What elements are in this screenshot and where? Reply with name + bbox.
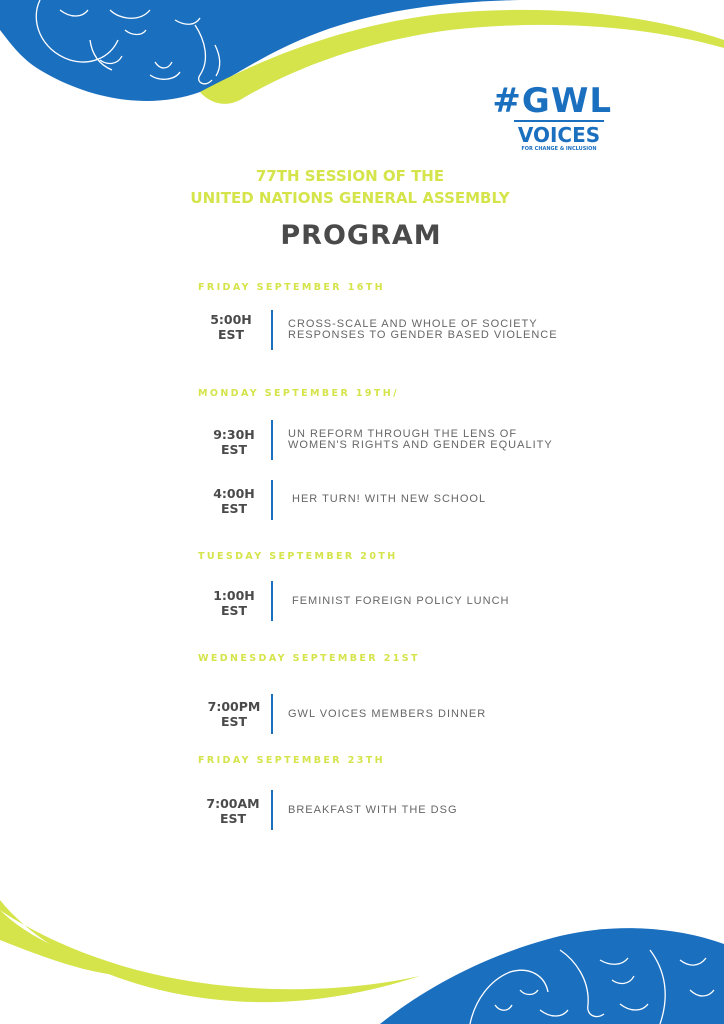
day-heading: TUESDAY SEPTEMBER 20TH: [198, 551, 398, 562]
event-title: CROSS-SCALE AND WHOLE OF SOCIETY RESPONSES TO GENDER BASED VIOLENCE: [288, 318, 558, 341]
day-heading: FRIDAY SEPTEMBER 23TH: [198, 755, 385, 766]
session-title-line1: 77TH SESSION OF THE: [255, 167, 445, 185]
logo-voices: VOICES: [514, 120, 604, 146]
event-title: GWL VOICES MEMBERS DINNER: [288, 708, 487, 720]
program-heading: PROGRAM: [280, 220, 442, 251]
event-divider: [271, 480, 273, 520]
logo-hashtag: #GWL: [492, 81, 612, 121]
event-time: 5:00H EST: [210, 312, 252, 342]
logo-tagline: FOR CHANGE & INCLUSION: [521, 146, 597, 152]
event-time: 7:00AM EST: [206, 796, 260, 826]
event-title: FEMINIST FOREIGN POLICY LUNCH: [292, 595, 510, 607]
day-heading: FRIDAY SEPTEMBER 16TH: [198, 282, 385, 293]
event-time: 7:00PM EST: [207, 699, 261, 729]
day-heading: WEDNESDAY SEPTEMBER 21ST: [198, 653, 420, 664]
event-divider: [271, 581, 273, 621]
day-heading: MONDAY SEPTEMBER 19TH/: [198, 388, 399, 399]
event-time: 9:30H EST: [213, 427, 255, 457]
event-divider: [271, 790, 273, 830]
top-wave-decoration: [0, 0, 724, 140]
bottom-wave-decoration: [0, 880, 724, 1024]
event-title: HER TURN! WITH NEW SCHOOL: [292, 493, 487, 505]
event-divider: [271, 420, 273, 460]
session-title-line2: UNITED NATIONS GENERAL ASSEMBLY: [190, 189, 510, 207]
event-title: BREAKFAST WITH THE DSG: [288, 804, 458, 816]
event-divider: [271, 310, 273, 350]
event-time: 4:00H EST: [213, 486, 255, 516]
event-time: 1:00H EST: [213, 588, 255, 618]
event-divider: [271, 694, 273, 734]
gwl-voices-logo: [488, 81, 612, 152]
event-title: UN REFORM THROUGH THE LENS OF WOMEN'S RIGHTS AND GENDER EQUALITY: [288, 428, 553, 451]
